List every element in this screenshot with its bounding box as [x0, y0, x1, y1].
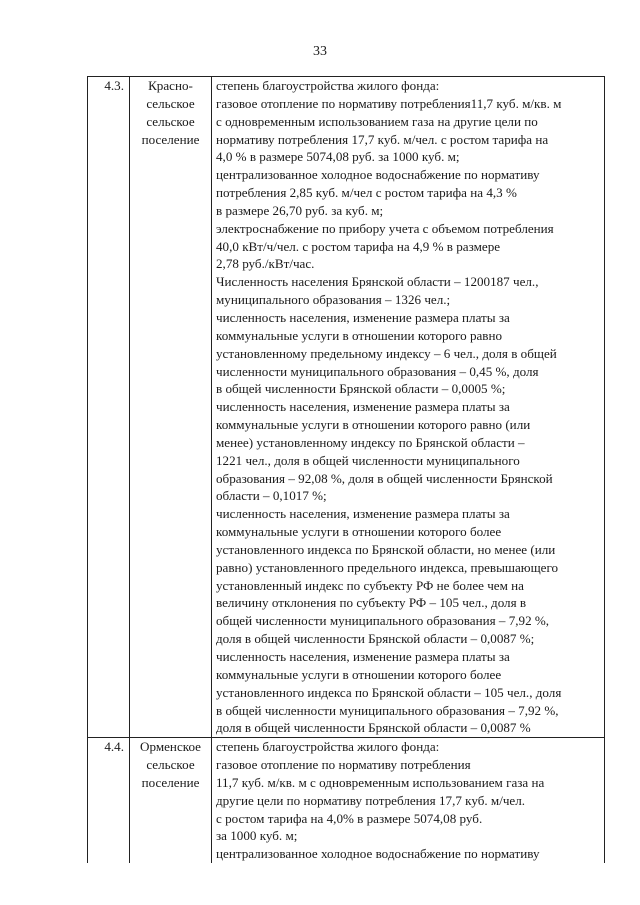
- description-line: области – 0,1017 %;: [216, 488, 327, 504]
- description-line: степень благоустройства жилого фонда:: [216, 739, 440, 755]
- description-line: электроснабжение по прибору учета с объемом потребления: [216, 220, 554, 236]
- page-number: 33: [313, 44, 327, 59]
- description-line: численность населения, изменение размера платы за: [216, 309, 510, 325]
- description-line: установленного индекса по Брянской области, но менее (или: [216, 541, 556, 557]
- description-line: степень благоустройства жилого фонда:: [216, 78, 440, 93]
- description-line: другие цели по нормативу потребления 17,7 куб. м/чел.: [216, 792, 526, 808]
- description-line: централизованное холодное водоснабжение по нормативу: [216, 846, 540, 862]
- row-number: 4.3.: [88, 77, 130, 738]
- settlement-description: [212, 738, 605, 863]
- description-line: образования – 92,08 %, доля в общей численности Брянской: [216, 470, 553, 486]
- table-row: [88, 738, 605, 863]
- description-line: коммунальные услуги в отношении которого равно: [216, 327, 503, 343]
- description-line: общей численности муниципального образования – 7,92 %,: [216, 613, 550, 629]
- description-line: с ростом тарифа на 4,0% в размере 5074,08 руб.: [216, 810, 483, 826]
- description-line: 1221 чел., доля в общей численности муниципального: [216, 452, 520, 468]
- settlement-name-line: Орменское: [140, 739, 201, 755]
- description-line: равно) установленного предельного индекса, превышающего: [216, 559, 559, 575]
- description-line: с одновременным использованием газа на другие цели по: [216, 113, 538, 129]
- settlement-table: [87, 76, 605, 863]
- row-number: 4.4.: [88, 738, 130, 863]
- description-line: централизованное холодное водоснабжение по нормативу: [216, 167, 540, 183]
- description-line: численность населения, изменение размера платы за: [216, 649, 510, 664]
- description-line: газовое отопление по нормативу потребления: [216, 757, 471, 773]
- description-line: муниципального образования – 1326 чел.;: [216, 292, 451, 308]
- description-line: потребления 2,85 куб. м/чел с ростом тарифа на 4,3 %: [216, 185, 517, 201]
- description-line: нормативу потребления 17,7 куб. м/чел. с ростом тарифа на: [216, 131, 549, 147]
- description-line: 11,7 куб. м/кв. м с одновременным использованием газа на: [216, 774, 545, 790]
- description-line: численности муниципального образования – 0,45 %, доля: [216, 363, 539, 379]
- settlement-name-line: сельское: [146, 757, 195, 773]
- description-line: в общей численности Брянской области – 0,0005 %;: [216, 381, 506, 397]
- settlement-name-line: сельское: [146, 113, 195, 129]
- description-line: установленный индекс по субъекту РФ не более чем на: [216, 577, 524, 593]
- description-line: установленного индекса по Брянской области – 105 чел., доля: [216, 684, 562, 700]
- description-line: доля в общей численности Брянской области – 0,0087 %;: [216, 631, 535, 647]
- settlement-name-line: поселение: [141, 774, 200, 790]
- settlement-name-line: сельское: [146, 95, 195, 111]
- description-line: за 1000 куб. м;: [216, 828, 298, 844]
- settlement-name: [130, 77, 212, 738]
- description-line: коммунальные услуги в отношении которого равно (или: [216, 417, 531, 433]
- settlement-table-body: [88, 77, 605, 864]
- description-line: 40,0 кВт/ч/чел. с ростом тарифа на 4,9 % в размере: [216, 238, 501, 254]
- description-line: численность населения, изменение размера платы за: [216, 506, 510, 522]
- description-line: установленному предельному индексу – 6 чел., доля в общей: [216, 345, 557, 361]
- table-row: [88, 77, 605, 738]
- settlement-description: [212, 77, 605, 738]
- settlement-name-line: Красно-: [148, 78, 193, 93]
- settlement-name: [130, 738, 212, 863]
- description-line: 4,0 % в размере 5074,08 руб. за 1000 куб. м;: [216, 149, 460, 165]
- description-line: менее) установленному индексу по Брянской области –: [216, 434, 525, 450]
- description-line: величину отклонения по субъекту РФ – 105 чел., доля в: [216, 595, 527, 611]
- description-line: коммунальные услуги в отношении которого более: [216, 524, 502, 540]
- settlement-name-line: поселение: [141, 131, 200, 147]
- description-line: численность населения, изменение размера платы за: [216, 399, 510, 415]
- description-line: газовое отопление по нормативу потребления11,7 куб. м/кв. м: [216, 95, 562, 111]
- description-line: в размере 26,70 руб. за куб. м;: [216, 202, 384, 218]
- description-line: доля в общей численности Брянской области – 0,0087 %: [216, 720, 531, 736]
- description-line: 2,78 руб./кВт/час.: [216, 256, 315, 272]
- description-line: в общей численности муниципального образования – 7,92 %,: [216, 702, 559, 718]
- description-line: коммунальные услуги в отношении которого более: [216, 666, 502, 682]
- description-line: Численность населения Брянской области – 1200187 чел.,: [216, 274, 539, 290]
